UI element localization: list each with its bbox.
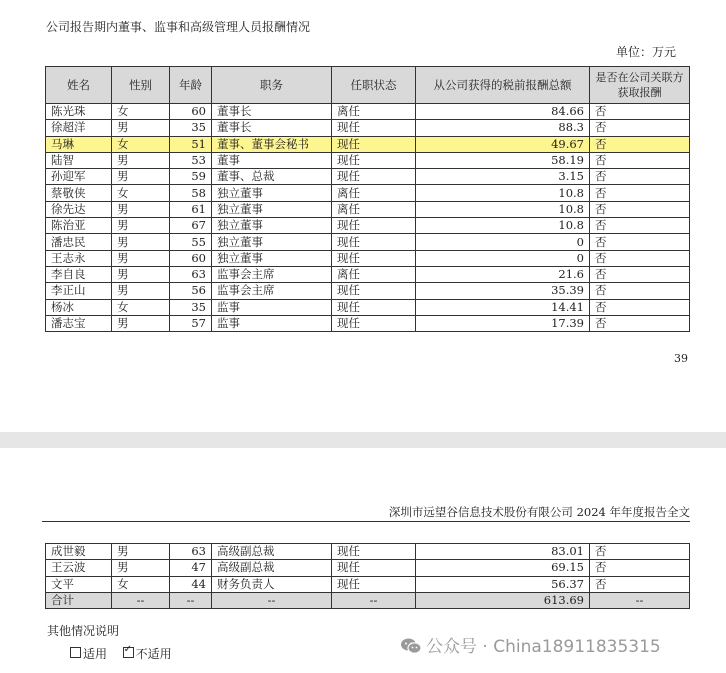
applicability-options <box>70 645 172 662</box>
cell-related: 否 <box>590 136 690 152</box>
table-caption: 公司报告期内董事、监事和高级管理人员报酬情况 <box>46 20 311 34</box>
cell-position: 独立董事 <box>212 250 332 266</box>
table-row <box>46 283 690 299</box>
unit-label: 单位：万元 <box>615 45 676 59</box>
other-note-heading: 其他情况说明 <box>47 624 120 638</box>
cell-age: 67 <box>170 218 212 234</box>
cell-related: 否 <box>590 250 690 266</box>
cell-related: 否 <box>590 315 690 331</box>
cell-pay: 0 <box>416 250 590 266</box>
table-row <box>46 266 690 282</box>
cell-age: 60 <box>170 104 212 120</box>
page-number: 39 <box>674 352 688 365</box>
cell-status: 现任 <box>332 576 416 592</box>
cell-gender: 女 <box>112 136 170 152</box>
cell-status: 离任 <box>332 185 416 201</box>
cell-position: 监事会主席 <box>212 266 332 282</box>
cell-name: 李自良 <box>46 266 112 282</box>
header-pay: 从公司获得的税前报酬总额 <box>416 67 590 104</box>
cell-age: 35 <box>170 299 212 315</box>
cell-position: 董事 <box>212 152 332 168</box>
header-name: 姓名 <box>46 67 112 104</box>
cell-related: 否 <box>590 104 690 120</box>
cell-status: 现任 <box>332 152 416 168</box>
cell-name: 杨冰 <box>46 299 112 315</box>
header-gender: 性别 <box>112 67 170 104</box>
cell-position: 独立董事 <box>212 218 332 234</box>
page-gap <box>0 432 726 448</box>
cell-pay: 58.19 <box>416 152 590 168</box>
compensation-table-continued <box>45 543 690 609</box>
cell-gender: 女 <box>112 104 170 120</box>
watermark <box>400 632 661 657</box>
table-row <box>46 169 690 185</box>
cell-status: 现任 <box>332 560 416 576</box>
cell-name: 徐超洋 <box>46 120 112 136</box>
applicable-checkbox[interactable] <box>70 647 81 658</box>
cell-related: 否 <box>590 299 690 315</box>
table-row <box>46 576 690 592</box>
cell-age: 35 <box>170 120 212 136</box>
cell-gender: 男 <box>112 315 170 331</box>
cell-pay: 83.01 <box>416 544 590 560</box>
cell-age: 58 <box>170 185 212 201</box>
cell-gender: 男 <box>112 560 170 576</box>
cell-name: 李正山 <box>46 283 112 299</box>
header-status: 任职状态 <box>332 67 416 104</box>
cell-age: 44 <box>170 576 212 592</box>
cell-position: 董事、总裁 <box>212 169 332 185</box>
cell-status: 离任 <box>332 266 416 282</box>
table-row <box>46 560 690 576</box>
cell-position: 独立董事 <box>212 185 332 201</box>
cell-gender: 男 <box>112 169 170 185</box>
total-label: 合计 <box>46 592 112 608</box>
cell-related: -- <box>590 592 690 608</box>
cell-related: 否 <box>590 120 690 136</box>
cell-gender: 男 <box>112 201 170 217</box>
cell-age: 51 <box>170 136 212 152</box>
cell-gender: 男 <box>112 544 170 560</box>
cell-gender: 男 <box>112 152 170 168</box>
cell-pay: 49.67 <box>416 136 590 152</box>
header-related: 是否在公司关联方获取报酬 <box>590 67 690 104</box>
cell-age: 60 <box>170 250 212 266</box>
header-divider <box>42 521 690 522</box>
cell-pay: 84.66 <box>416 104 590 120</box>
not-applicable-checkbox[interactable] <box>123 647 134 658</box>
wechat-icon <box>400 637 422 655</box>
header-age: 年龄 <box>170 67 212 104</box>
cell-status: 现任 <box>332 299 416 315</box>
table-row <box>46 299 690 315</box>
cell-gender: 男 <box>112 120 170 136</box>
cell-status: 现任 <box>332 169 416 185</box>
cell-related: 否 <box>590 576 690 592</box>
cell-age: 47 <box>170 560 212 576</box>
cell-age: 63 <box>170 544 212 560</box>
cell-gender: 女 <box>112 185 170 201</box>
cell-gender: 男 <box>112 250 170 266</box>
header-position: 职务 <box>212 67 332 104</box>
cell-status: 现任 <box>332 120 416 136</box>
table-row <box>46 104 690 120</box>
cell-gender: -- <box>112 592 170 608</box>
cell-status: -- <box>332 592 416 608</box>
cell-related: 否 <box>590 218 690 234</box>
cell-position: 监事 <box>212 299 332 315</box>
cell-gender: 男 <box>112 218 170 234</box>
table-row <box>46 201 690 217</box>
cell-pay: 10.8 <box>416 185 590 201</box>
cell-gender: 女 <box>112 576 170 592</box>
cell-pay: 17.39 <box>416 315 590 331</box>
cell-name: 孙迎军 <box>46 169 112 185</box>
cell-status: 现任 <box>332 250 416 266</box>
cell-pay: 21.6 <box>416 266 590 282</box>
cell-age: 53 <box>170 152 212 168</box>
cell-position: 高级副总裁 <box>212 544 332 560</box>
cell-name: 王云波 <box>46 560 112 576</box>
cell-pay: 35.39 <box>416 283 590 299</box>
cell-position: 财务负责人 <box>212 576 332 592</box>
cell-status: 离任 <box>332 104 416 120</box>
cell-pay: 14.41 <box>416 299 590 315</box>
cell-pay: 88.3 <box>416 120 590 136</box>
total-row <box>46 592 690 608</box>
cell-position: 监事 <box>212 315 332 331</box>
total-pay: 613.69 <box>416 592 590 608</box>
table-row <box>46 250 690 266</box>
cell-name: 陈光珠 <box>46 104 112 120</box>
table-row <box>46 315 690 331</box>
cell-related: 否 <box>590 544 690 560</box>
table-row <box>46 234 690 250</box>
cell-gender: 男 <box>112 234 170 250</box>
cell-position: 独立董事 <box>212 201 332 217</box>
cell-status: 现任 <box>332 136 416 152</box>
table-header-row <box>46 67 690 104</box>
cell-position: -- <box>212 592 332 608</box>
cell-position: 董事、董事会秘书 <box>212 136 332 152</box>
cell-age: 56 <box>170 283 212 299</box>
cell-name: 文平 <box>46 576 112 592</box>
cell-age: -- <box>170 592 212 608</box>
cell-related: 否 <box>590 283 690 299</box>
table-row <box>46 185 690 201</box>
cell-age: 59 <box>170 169 212 185</box>
cell-pay: 10.8 <box>416 218 590 234</box>
not-applicable-label: 不适用 <box>135 647 172 661</box>
cell-pay: 69.15 <box>416 560 590 576</box>
cell-pay: 0 <box>416 234 590 250</box>
table-row <box>46 218 690 234</box>
cell-name: 蔡敬侠 <box>46 185 112 201</box>
cell-name: 潘忠民 <box>46 234 112 250</box>
cell-name: 陈治亚 <box>46 218 112 234</box>
cell-related: 否 <box>590 234 690 250</box>
table-row <box>46 544 690 560</box>
table-row-highlighted <box>46 136 690 152</box>
cell-status: 现任 <box>332 234 416 250</box>
cell-name: 潘志宝 <box>46 315 112 331</box>
cell-related: 否 <box>590 185 690 201</box>
cell-gender: 女 <box>112 299 170 315</box>
cell-name: 马琳 <box>46 136 112 152</box>
cell-age: 57 <box>170 315 212 331</box>
cell-related: 否 <box>590 560 690 576</box>
cell-related: 否 <box>590 266 690 282</box>
cell-related: 否 <box>590 152 690 168</box>
cell-position: 董事长 <box>212 120 332 136</box>
cell-pay: 3.15 <box>416 169 590 185</box>
cell-name: 徐先达 <box>46 201 112 217</box>
cell-gender: 男 <box>112 283 170 299</box>
cell-name: 王志永 <box>46 250 112 266</box>
cell-age: 63 <box>170 266 212 282</box>
cell-position: 高级副总裁 <box>212 560 332 576</box>
cell-age: 55 <box>170 234 212 250</box>
compensation-table <box>45 66 690 332</box>
applicable-label: 适用 <box>83 647 108 661</box>
page-header: 深圳市远望谷信息技术股份有限公司 2024 年年度报告全文 <box>388 505 690 519</box>
watermark-text: 公众号 · China18911835315 <box>426 637 661 657</box>
cell-position: 董事长 <box>212 104 332 120</box>
cell-pay: 56.37 <box>416 576 590 592</box>
cell-status: 现任 <box>332 544 416 560</box>
cell-status: 离任 <box>332 201 416 217</box>
cell-related: 否 <box>590 201 690 217</box>
cell-status: 现任 <box>332 218 416 234</box>
table-row <box>46 120 690 136</box>
table-row <box>46 152 690 168</box>
cell-age: 61 <box>170 201 212 217</box>
cell-status: 现任 <box>332 315 416 331</box>
cell-related: 否 <box>590 169 690 185</box>
cell-name: 成世毅 <box>46 544 112 560</box>
cell-position: 监事会主席 <box>212 283 332 299</box>
cell-pay: 10.8 <box>416 201 590 217</box>
cell-position: 独立董事 <box>212 234 332 250</box>
cell-gender: 男 <box>112 266 170 282</box>
cell-name: 陆智 <box>46 152 112 168</box>
cell-status: 现任 <box>332 283 416 299</box>
